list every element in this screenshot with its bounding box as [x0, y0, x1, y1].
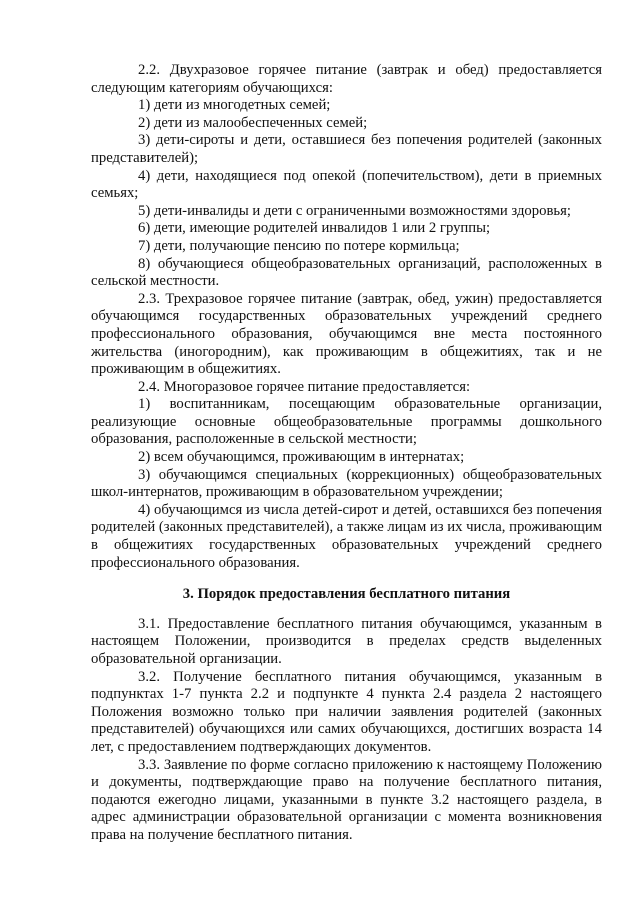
document-page [91, 62, 602, 845]
paragraph-2-3: 2.3. Трехразовое горячее питание (завтрак, обед, ужин) предоставляется обучающимся государственных образовательных учреждений среднего профессионального образования, обучающимся вне места постоянного жительства (иногородним), как проживающим в общежитиях, так и не проживающим в общежитиях. [91, 290, 602, 378]
list-item-2-2-7: 7) дети, получающие пенсию по потере кормильца; [138, 237, 460, 254]
paragraph-3-1: 3.1. Предоставление бесплатного питания обучающимся, указанным в настоящем Положении, производится в пределах средств выделенных образовательной организации. [91, 615, 602, 667]
list-item-2-2-6: 6) дети, имеющие родителей инвалидов 1 или 2 группы; [138, 220, 491, 237]
list-item-2-2-8: 8) обучающиеся общеобразовательных организаций, расположенных в сельской местности. [91, 255, 602, 290]
paragraph-2-2: 2.2. Двухразовое горячее питание (завтрак и обед) предоставляется следующим категориям обучающихся: [91, 62, 602, 96]
paragraph-3-3: 3.3. Заявление по форме согласно приложению к настоящему Положению и документы, подтверждающие право на получение бесплатного питания, подаются ежегодно лицами, указанными в пункте 3.2 настоящего раздела, в адрес администрации образовательной организации с момента возникновения права на получение бесплатного питания. [91, 756, 602, 843]
list-item-2-2-1: 1) дети из многодетных семей; [138, 97, 331, 114]
list-item-2-2-5: 5) дети-инвалиды и дети с ограниченными возможностями здоровья; [138, 202, 571, 219]
list-item-2-2-3: 3) дети-сироты и дети, оставшиеся без попечения родителей (законных представителей); [91, 132, 602, 166]
paragraph-2-4: 2.4. Многоразовое горячее питание предоставляется: [138, 378, 471, 395]
list-item-2-4-2: 2) всем обучающимся, проживающим в интернатах; [138, 449, 465, 466]
section-3-heading: 3. Порядок предоставления бесплатного питания [182, 586, 511, 603]
list-item-2-2-4: 4) дети, находящиеся под опекой (попечительством), дети в приемных семьях; [91, 167, 602, 202]
list-item-2-2-2: 2) дети из малообеспеченных семей; [138, 114, 368, 131]
paragraph-3-2: 3.2. Получение бесплатного питания обучающимся, указанным в подпунктах 1-7 пункта 2.2 и подпункте 4 пункта 2.4 раздела 2 настоящего Положения возможно только при наличии заявления родителей (законных представителей) обучающихся или самих обучающихся, достигших возраста 14 лет, с предоставлением подтверждающих документов. [91, 668, 602, 755]
list-item-2-4-3: 3) обучающимся специальных (коррекционных) общеобразовательных школ-интернатов, проживающим в образовательном учреждении; [91, 466, 602, 501]
list-item-2-4-1: 1) воспитанникам, посещающим образовательные организации, реализующие основные общеобразовательные программы дошкольного образования, расположенные в сельской местности; [91, 396, 602, 448]
list-item-2-4-4: 4) обучающимся из числа детей-сирот и детей, оставшихся без попечения родителей (законных представителей), а также лицам из их числа, проживающим в общежитиях государственных образовательных учреждений среднего профессионального образования. [91, 501, 602, 571]
